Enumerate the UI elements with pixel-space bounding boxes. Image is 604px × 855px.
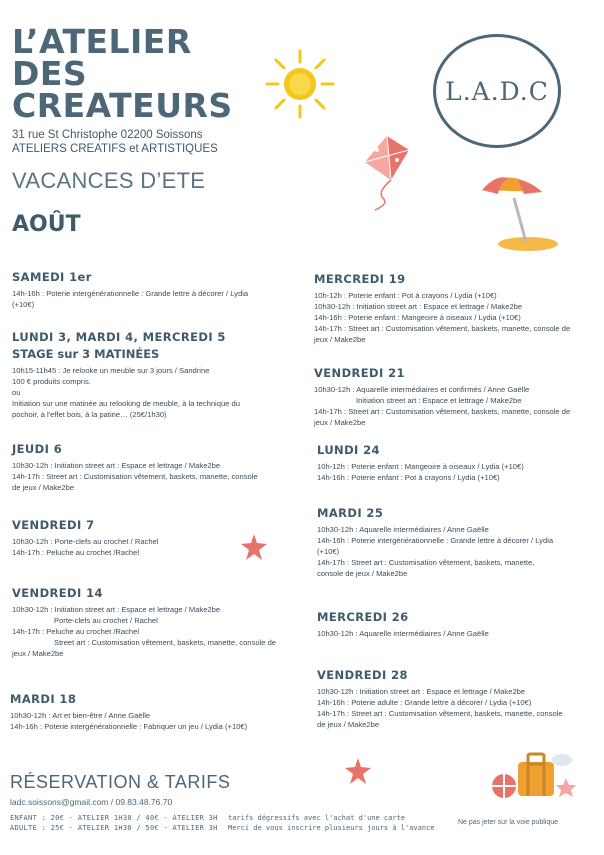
tagline: ATELIERS CREATIFS et ARTISTIQUES: [12, 143, 218, 155]
activity-line: 10h15-11h45 : Je relooke un meuble sur 3 jours / Sandrine: [12, 366, 210, 375]
activity-line: jeux / Make2be: [12, 649, 64, 658]
activity-line: 14h-17h : Peluche au crochet /Rachel: [12, 627, 140, 636]
title-line-3: CREATEURS: [12, 86, 233, 125]
day-title: MARDI 18: [10, 692, 77, 706]
activity-line: Initiation street art : Espace et lettrage / Make2be: [356, 396, 522, 405]
day-title: VENDREDI 21: [314, 366, 405, 380]
activity-line: ou: [12, 388, 21, 397]
day-vendredi-7: [12, 518, 294, 558]
activity-line: (+10€): [317, 547, 340, 556]
activity-line: Initiation sur une matinée au relooking de meuble, à la technique du: [12, 399, 240, 408]
day-vendredi-28: [317, 668, 599, 730]
suitcase-icon: [490, 748, 580, 802]
contact-line: ladc.soissons@gmail.com / 09.83.48.76.70: [10, 797, 173, 807]
day-mardi-18: [10, 692, 292, 732]
activity-line: 14h-16h : Poterie intergénérationnelle : Fabriquer un jeu / Lydia (+10€): [10, 722, 248, 731]
address: 31 rue St Christophe 02200 Soissons: [12, 129, 203, 141]
day-vendredi-21: [314, 366, 596, 428]
price-line-adulte: ADULTE : 25€ - ATELIER 1H30 / 50€ - ATELIER 3H: [10, 824, 218, 832]
activity-line: 10h-12h : Poterie enfant : Mangeoire à oiseaux / Lydia (+10€): [317, 462, 524, 471]
day-title: LUNDI 24: [317, 443, 380, 457]
activity-line: de jeux / Make2be: [317, 720, 380, 729]
reservation-title: RÉSERVATION & TARIFS: [10, 772, 231, 792]
pricing-notes: [228, 813, 435, 833]
activity-line: 10h-12h : Poterie enfant : Pot à crayons / Lydia (+10€): [314, 291, 497, 300]
activity-line: jeux / Make2be: [314, 418, 366, 427]
day-title: MERCREDI 19: [314, 272, 406, 286]
activity-line: Porte-clefs au crochet / Rachel: [54, 616, 158, 625]
day-subtitle: STAGE sur 3 MATINÉES: [12, 347, 160, 361]
activity-line: console de jeux / Make2be: [317, 569, 408, 578]
activity-line: 14h-17h : Street art : Customisation vêtement, baskets, manette, console: [317, 709, 563, 718]
activity-line: pochoir, à l'effet bois, à la patine… (25€/1h30): [12, 410, 167, 419]
logo: [433, 34, 561, 148]
activity-line: 14h-17h : Street art : Customisation vêtement, baskets, manette, console: [12, 472, 258, 481]
sun-icon: [264, 48, 336, 120]
activity-line: 14h-16h : Poterie intergénérationnelle : Grande lettre à décorer / Lydia: [317, 536, 554, 545]
beach-umbrella-icon: [478, 170, 563, 252]
activity-line: 14h-16h : Poterie intergénérationnelle : Grande lettre à décorer / Lydia: [12, 289, 249, 298]
day-title: JEUDI 6: [12, 442, 63, 456]
note-line: Merci de vous inscrire plusieurs jours à l'avance: [228, 824, 435, 832]
day-title: SAMEDI 1er: [12, 270, 92, 284]
title-line-1: L’ATELIER: [12, 22, 192, 61]
activity-line: jeux / Make2be: [314, 335, 366, 344]
day-samedi-1: [12, 270, 294, 310]
day-title: MERCREDI 26: [317, 610, 409, 624]
day-title: LUNDI 3, MARDI 4, MERCREDI 5: [12, 330, 226, 344]
activity-line: 14h-17h : Street art : Customisation vêtement, baskets, manette,: [317, 558, 535, 567]
activity-line: 10h30-12h : Initiation street art : Espace et lettrage / Make2be: [12, 605, 221, 614]
activity-line: 14h-16h : Poterie enfant : Mangeoire à oiseaux / Lydia (+10€): [314, 313, 521, 322]
disclaimer: Ne pas jeter sur la voie publique: [458, 819, 559, 826]
activity-line: de jeux / Make2be: [12, 483, 75, 492]
day-lundi-24: [317, 443, 599, 483]
day-vendredi-14: [12, 586, 294, 659]
day-mardi-25: [317, 506, 599, 579]
activity-line: 10h30-12h : Initiation street art : Espace et lettrage / Make2be: [317, 687, 526, 696]
activity-line: 100 € produits compris.: [12, 377, 91, 386]
day-title: VENDREDI 28: [317, 668, 408, 682]
price-line-enfant: ENFANT : 20€ - ATELIER 1H30 / 40€ - ATELIER 3H: [10, 814, 218, 822]
logo-text: L.A.D.C: [445, 76, 549, 106]
starfish-icon: [344, 757, 372, 785]
activity-line: 14h-17h : Peluche au crochet /Rachel: [12, 548, 140, 557]
activity-line: 14h-17h : Street art : Customisation vêtement, baskets, manette, console de: [314, 324, 571, 333]
address-block: [12, 128, 218, 156]
title-line-2: DES: [12, 54, 88, 93]
season-title: VACANCES D’ETE: [12, 168, 206, 193]
month-title: AOÛT: [12, 212, 81, 237]
activity-line: 10h30-12h : Porte-clefs au crochet / Rachel: [12, 537, 159, 546]
activity-line: 10h30-12h : Initiation street art : Espace et lettrage / Make2be: [12, 461, 221, 470]
activity-line: 14h-17h : Street art : Customisation vêtement, baskets, manette, console de: [314, 407, 571, 416]
day-stage-3-matinees: [12, 330, 294, 420]
activity-line: 10h30-12h : Initiation street art : Espace et lettrage / Make2be: [314, 302, 523, 311]
day-mercredi-19: [314, 272, 596, 345]
activity-line: (+10€): [12, 300, 35, 309]
activity-line: 10h30-12h : Art et bien-être / Anne Gaëlle: [10, 711, 151, 720]
day-title: MARDI 25: [317, 506, 384, 520]
day-mercredi-26: [317, 610, 599, 639]
day-title: VENDREDI 7: [12, 518, 95, 532]
day-title: VENDREDI 14: [12, 586, 103, 600]
day-jeudi-6: [12, 442, 294, 493]
activity-line: 14h-16h : Poterie enfant : Pot à crayons / Lydia (+10€): [317, 473, 500, 482]
kite-icon: [355, 132, 415, 212]
activity-line: 14h-16h : Poterie adulte : Grande lettre à décorer / Lydia (+10€): [317, 698, 532, 707]
price-list: [10, 813, 218, 833]
activity-line: 10h30-12h : Aquarelle intermédiaires et confirmés / Anne Gaëlle: [314, 385, 530, 394]
activity-line: 10h30-12h : Aquarelle intermédiaires / Anne Gaëlle: [317, 525, 489, 534]
note-line: tarifs dégressifs avec l'achat d'une carte: [228, 814, 406, 822]
activity-line: Street art : Customisation vêtement, baskets, manette, console de: [54, 638, 277, 647]
activity-line: 10h30-12h : Aquarelle intermédiaires / Anne Gaëlle: [317, 629, 489, 638]
